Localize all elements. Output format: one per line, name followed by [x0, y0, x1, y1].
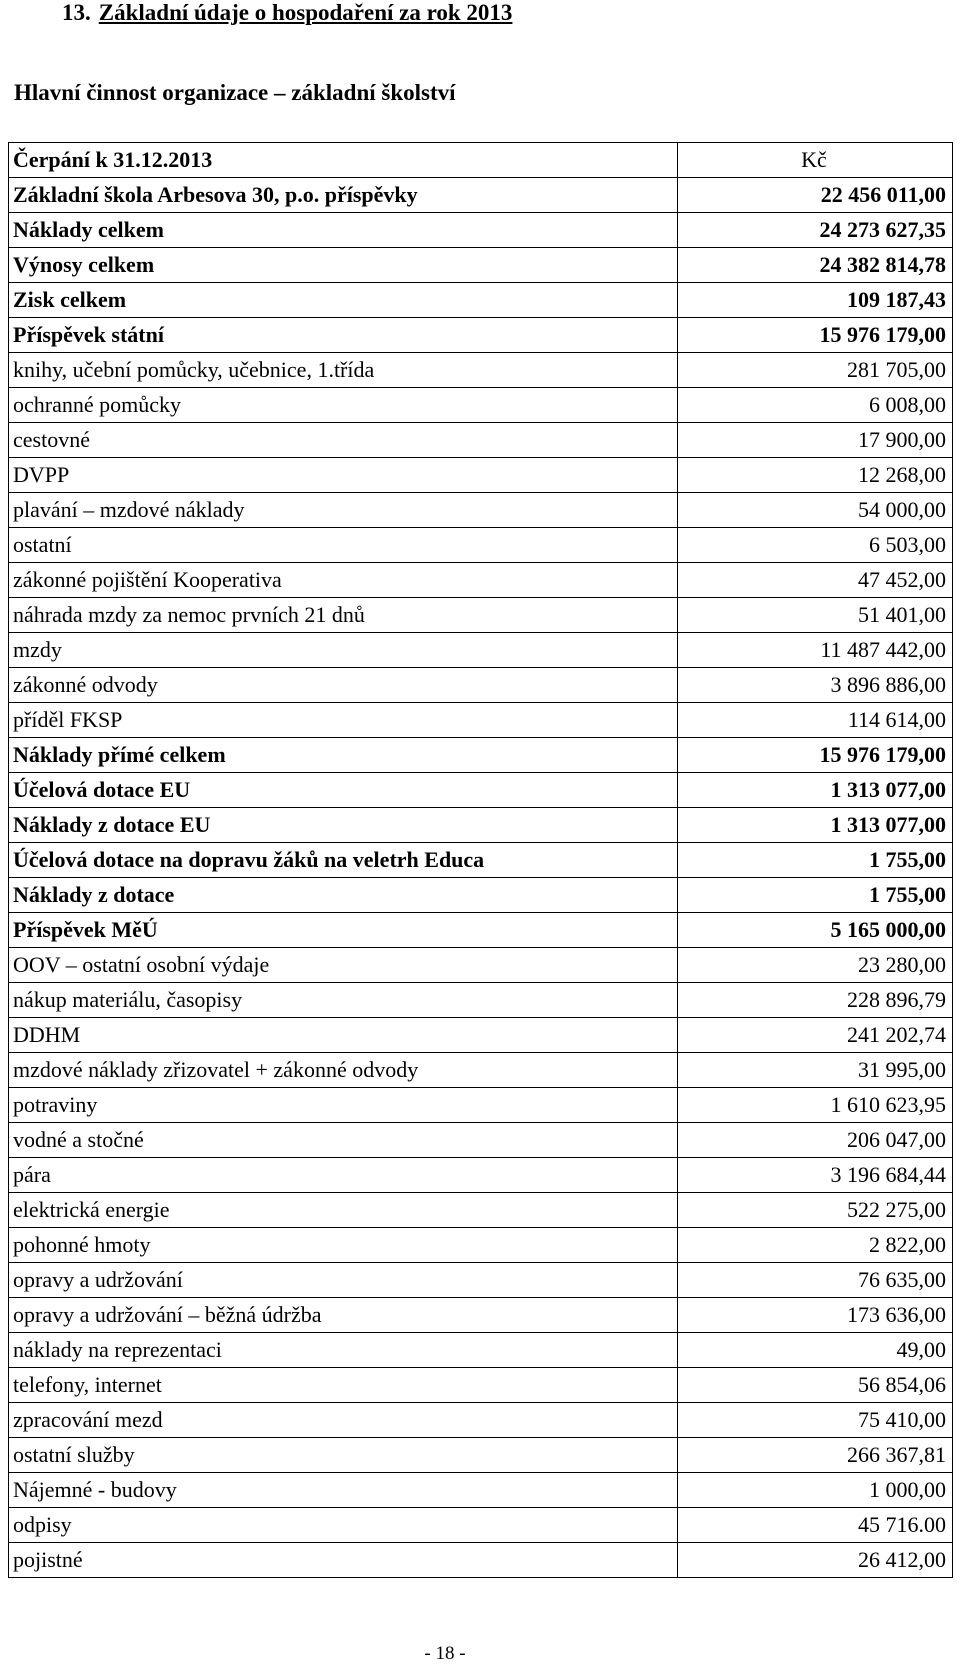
row-value: 47 452,00	[678, 563, 953, 598]
row-label: Účelová dotace na dopravu žáků na veletrh Educa	[9, 843, 678, 878]
row-value: 1 610 623,95	[678, 1088, 953, 1123]
row-value: 173 636,00	[678, 1298, 953, 1333]
row-value: 51 401,00	[678, 598, 953, 633]
row-value: 24 273 627,35	[678, 213, 953, 248]
row-value: 6 008,00	[678, 388, 953, 423]
header-unit: Kč	[678, 143, 953, 178]
row-value: 23 280,00	[678, 948, 953, 983]
row-label: náklady na reprezentaci	[9, 1333, 678, 1368]
row-label: OOV – ostatní osobní výdaje	[9, 948, 678, 983]
table-row	[9, 353, 953, 388]
row-label: náhrada mzdy za nemoc prvních 21 dnů	[9, 598, 678, 633]
table-row	[9, 493, 953, 528]
section-heading	[62, 0, 512, 26]
row-value: 56 854,06	[678, 1368, 953, 1403]
row-value: 266 367,81	[678, 1438, 953, 1473]
row-label: odpisy	[9, 1508, 678, 1543]
row-label: DDHM	[9, 1018, 678, 1053]
table-row	[9, 1018, 953, 1053]
row-value: 6 503,00	[678, 528, 953, 563]
row-label: Základní škola Arbesova 30, p.o. příspěvky	[9, 178, 678, 213]
row-label: zpracování mezd	[9, 1403, 678, 1438]
row-label: zákonné odvody	[9, 668, 678, 703]
row-label: plavání – mzdové náklady	[9, 493, 678, 528]
table-row	[9, 1333, 953, 1368]
row-value: 22 456 011,00	[678, 178, 953, 213]
row-value: 76 635,00	[678, 1263, 953, 1298]
row-value: 241 202,74	[678, 1018, 953, 1053]
row-value: 15 976 179,00	[678, 738, 953, 773]
table-row	[9, 773, 953, 808]
table-row	[9, 248, 953, 283]
row-label: ostatní služby	[9, 1438, 678, 1473]
row-value: 1 755,00	[678, 878, 953, 913]
row-label: Náklady z dotace EU	[9, 808, 678, 843]
row-label: opravy a udržování – běžná údržba	[9, 1298, 678, 1333]
table-row	[9, 808, 953, 843]
table-row	[9, 213, 953, 248]
table-row	[9, 528, 953, 563]
row-label: ostatní	[9, 528, 678, 563]
table-row	[9, 1053, 953, 1088]
row-value: 12 268,00	[678, 458, 953, 493]
table-row	[9, 1368, 953, 1403]
table-row	[9, 318, 953, 353]
table-row	[9, 983, 953, 1018]
row-value: 2 822,00	[678, 1228, 953, 1263]
row-value: 3 196 684,44	[678, 1158, 953, 1193]
row-value: 24 382 814,78	[678, 248, 953, 283]
table-row	[9, 948, 953, 983]
row-value: 75 410,00	[678, 1403, 953, 1438]
row-value: 15 976 179,00	[678, 318, 953, 353]
header-label: Čerpání k 31.12.2013	[9, 143, 678, 178]
row-value: 1 000,00	[678, 1473, 953, 1508]
row-label: ochranné pomůcky	[9, 388, 678, 423]
row-value: 1 313 077,00	[678, 808, 953, 843]
row-label: Náklady přímé celkem	[9, 738, 678, 773]
row-label: Účelová dotace EU	[9, 773, 678, 808]
table-row	[9, 1263, 953, 1298]
table-row	[9, 598, 953, 633]
row-value: 206 047,00	[678, 1123, 953, 1158]
table-row	[9, 1403, 953, 1438]
row-value: 281 705,00	[678, 353, 953, 388]
row-label: potraviny	[9, 1088, 678, 1123]
page-number: - 18 -	[424, 1643, 466, 1664]
table-row	[9, 1123, 953, 1158]
row-value: 31 995,00	[678, 1053, 953, 1088]
table-row	[9, 1298, 953, 1333]
section-title: Základní údaje o hospodaření za rok 2013	[98, 0, 513, 25]
row-label: knihy, učební pomůcky, učebnice, 1.třída	[9, 353, 678, 388]
row-label: Příspěvek MěÚ	[9, 913, 678, 948]
section-number: 13.	[62, 0, 91, 25]
row-label: Náklady z dotace	[9, 878, 678, 913]
table-row	[9, 178, 953, 213]
row-label: opravy a udržování	[9, 1263, 678, 1298]
table-row	[9, 1158, 953, 1193]
row-label: mzdy	[9, 633, 678, 668]
row-value: 54 000,00	[678, 493, 953, 528]
table-row	[9, 843, 953, 878]
row-value: 228 896,79	[678, 983, 953, 1018]
table-row	[9, 1193, 953, 1228]
row-value: 1 313 077,00	[678, 773, 953, 808]
row-label: telefony, internet	[9, 1368, 678, 1403]
row-label: mzdové náklady zřizovatel + zákonné odvody	[9, 1053, 678, 1088]
row-label: příděl FKSP	[9, 703, 678, 738]
row-label: nákup materiálu, časopisy	[9, 983, 678, 1018]
row-value: 109 187,43	[678, 283, 953, 318]
row-label: cestovné	[9, 423, 678, 458]
table-row	[9, 1228, 953, 1263]
budget-table	[8, 142, 953, 1578]
row-value: 5 165 000,00	[678, 913, 953, 948]
row-label: Zisk celkem	[9, 283, 678, 318]
row-label: elektrická energie	[9, 1193, 678, 1228]
row-label: pojistné	[9, 1543, 678, 1578]
row-label: DVPP	[9, 458, 678, 493]
row-label: pára	[9, 1158, 678, 1193]
row-value: 49,00	[678, 1333, 953, 1368]
table-row	[9, 1508, 953, 1543]
row-label: zákonné pojištění Kooperativa	[9, 563, 678, 598]
table-row	[9, 563, 953, 598]
row-value: 17 900,00	[678, 423, 953, 458]
row-label: Výnosy celkem	[9, 248, 678, 283]
row-value: 26 412,00	[678, 1543, 953, 1578]
table-row	[9, 1543, 953, 1578]
row-label: Nájemné - budovy	[9, 1473, 678, 1508]
table-row	[9, 668, 953, 703]
table-row	[9, 1088, 953, 1123]
table-row	[9, 1473, 953, 1508]
table-row	[9, 633, 953, 668]
row-value: 45 716.00	[678, 1508, 953, 1543]
row-value: 522 275,00	[678, 1193, 953, 1228]
table-header-row	[9, 143, 953, 178]
table-row	[9, 878, 953, 913]
budget-table-container	[8, 142, 952, 1578]
row-label: Příspěvek státní	[9, 318, 678, 353]
table-row	[9, 458, 953, 493]
table-row	[9, 1438, 953, 1473]
row-value: 11 487 442,00	[678, 633, 953, 668]
row-label: Náklady celkem	[9, 213, 678, 248]
table-row	[9, 738, 953, 773]
table-row	[9, 703, 953, 738]
table-row	[9, 388, 953, 423]
row-value: 1 755,00	[678, 843, 953, 878]
table-row	[9, 283, 953, 318]
row-value: 114 614,00	[678, 703, 953, 738]
table-row	[9, 423, 953, 458]
table-row	[9, 913, 953, 948]
subtitle: Hlavní činnost organizace – základní školství	[14, 80, 456, 105]
row-label: vodné a stočné	[9, 1123, 678, 1158]
row-value: 3 896 886,00	[678, 668, 953, 703]
row-label: pohonné hmoty	[9, 1228, 678, 1263]
